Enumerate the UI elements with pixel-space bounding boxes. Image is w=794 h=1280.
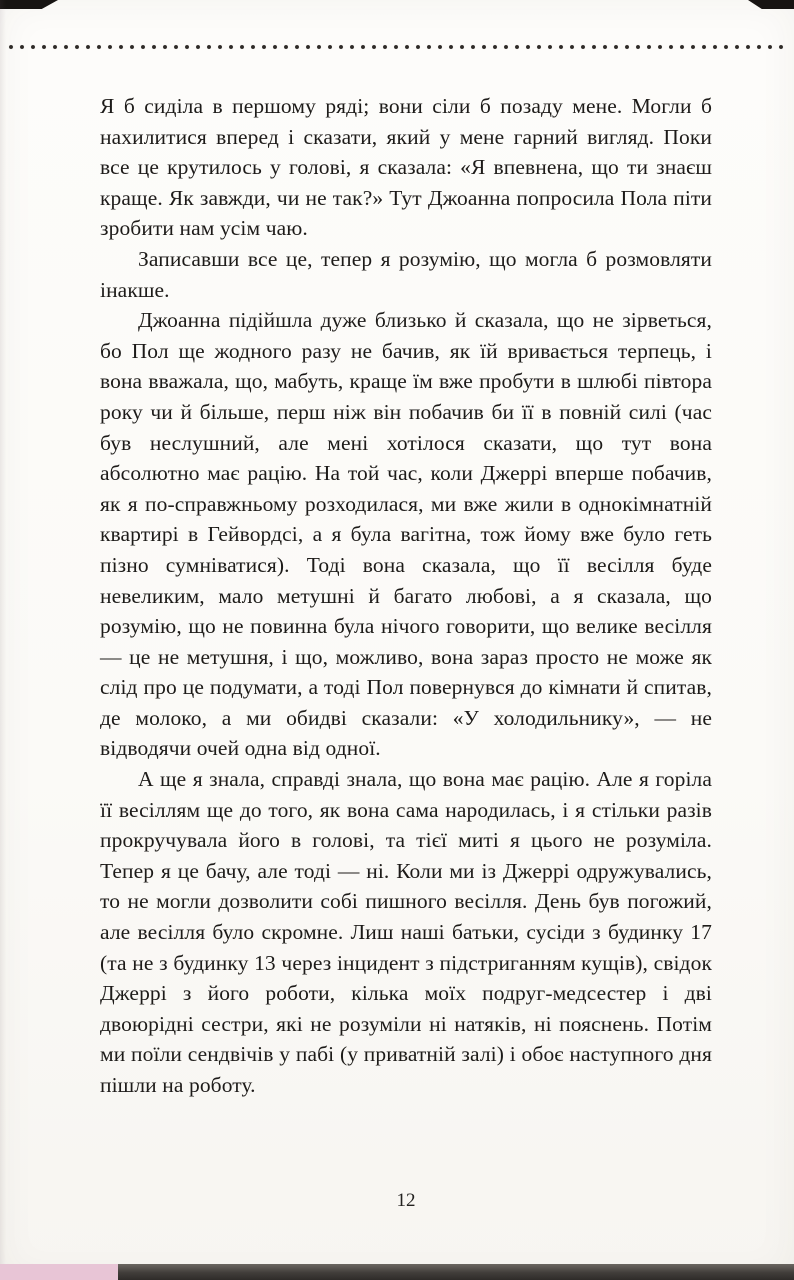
page-number: 12 (396, 1190, 416, 1211)
paragraph-4: А ще я знала, справді знала, що вона має рацію. Але я горіла її весіллям ще до того, як вона сама народилась, і я стільки разів прокручувала його в голові, та тієї миті я цього не розуміла. Тепер я це бачу, але тоді — ні. Коли ми із Джеррі одружувались, то не могли дозволити собі пишного весілля. День був погожий, але весілля було скромне. Лиш наші батьки, сусіди з будинку 17 (та не з будинку 13 через інцидент з підстриганням кущів), свідок Джеррі з його роботи, кілька моїх подруг-медсестер і дві двоюрідні сестри, які не розуміли ні натяків, ні пояснень. Потім ми поїли сендвічів у пабі (у приватній залі) і обоє наступного дня пішли на роботу. (100, 767, 712, 1097)
scan-artifact-top-right (748, 0, 794, 9)
scan-artifact-bottom-band (0, 1264, 794, 1280)
paragraph-3: Джоанна підійшла дуже близько й сказала, що не зірветься, бо Пол ще жодного разу не бачив, як їй вривається терпець, і вона вважала, що, мабуть, краще їм вже пробути в шлюбі півтора року чи й більше, перш ніж він побачив би її в повній силі (час був неслушний, але мені хотілося сказати, що тут вона абсолютно має рацію. На той час, коли Джеррі вперше побачив, як я по-справжньому розходилася, ми вже жили в однокімнатній квартирі в Гейвордсі, а я була вагітна, тож йому вже було геть пізно сумніватися). Тоді вона сказала, що її весілля буде невеликим, мало метушні й багато любові, а я сказала, що розумію, що не повинна була нічого говорити, що велике весілля — це не метушня, і що, можливо, вона зараз просто не може як слід про це подумати, а тоді Пол повернувся до кімнати й спитав, де молоко, а ми обидві сказали: «У холодильнику», — не відводячи очей одна від одної. (100, 308, 712, 761)
paragraph-1: Я б сиділа в першому ряді; вони сіли б позаду мене. Могли б нахилитися вперед і сказати, який у мене гарний вигляд. Поки все це крутилось у голові, я сказала: «Я впевнена, що ти знаєш краще. Як завжди, чи не так?» Тут Джоанна попросила Пола піти зробити нам усім чаю. (100, 94, 712, 241)
page-text-block (100, 91, 712, 1101)
paragraph-2: Записавши все це, тепер я розумію, що могла б розмовляти інакше. (100, 246, 712, 302)
scan-artifact-pink-strip (0, 1264, 118, 1280)
dotted-separator-line (8, 44, 786, 50)
scan-artifact-top-left (0, 0, 58, 9)
scan-edge-shadow (0, 0, 6, 1264)
